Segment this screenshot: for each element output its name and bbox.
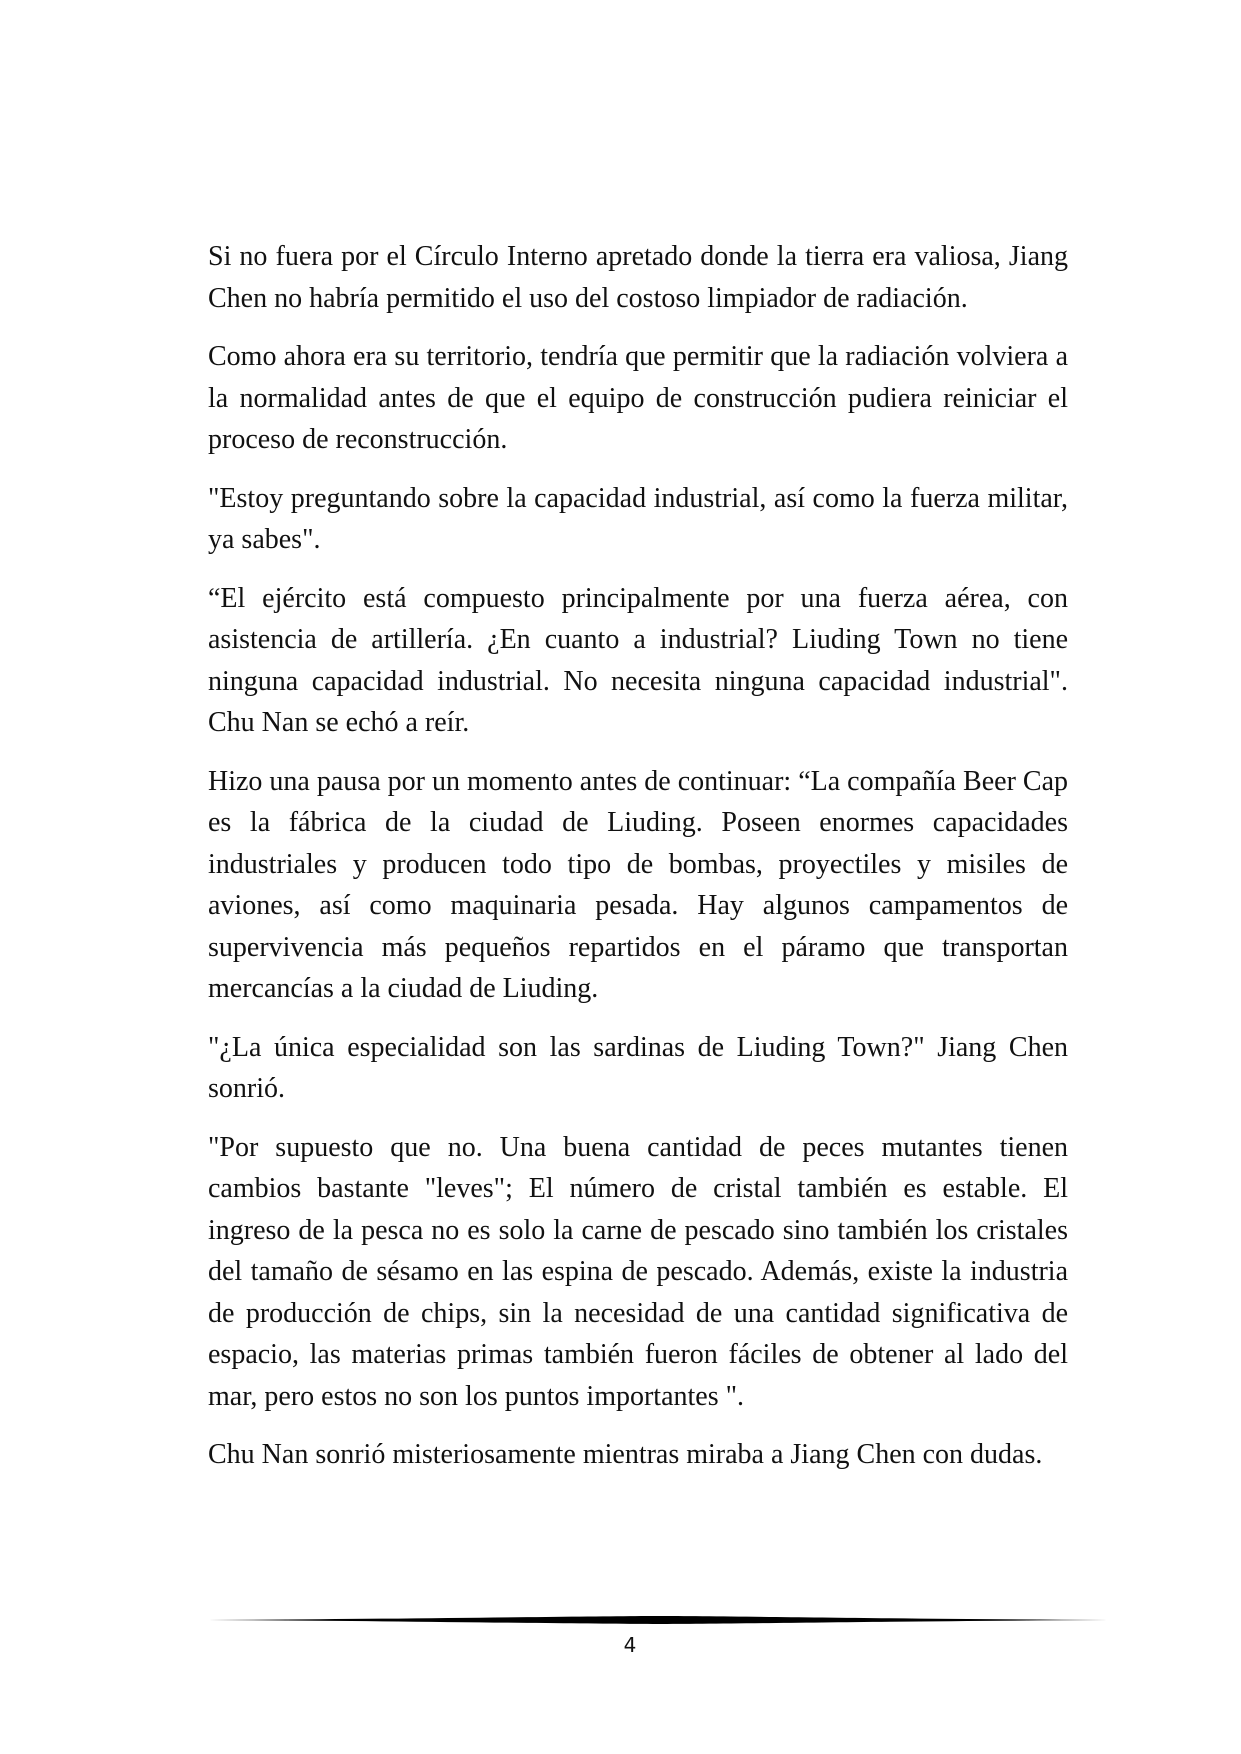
paragraph-4: “El ejército está compuesto principalmente por una fuerza aérea, con asistencia de artillería. ¿En cuanto a industrial? Liuding Town no tiene ninguna capacidad industrial. No necesita ninguna capacidad industrial". Chu Nan se echó a reír. [208,582,1068,738]
footer-divider [208,1615,1108,1625]
paragraph-3: "Estoy preguntando sobre la capacidad industrial, así como la fuerza militar, ya sabes". [208,482,1068,555]
page-number: 4 [623,1633,637,1657]
paragraph-8: Chu Nan sonrió misteriosamente mientras miraba a Jiang Chen con dudas. [208,1439,1043,1470]
paragraph-6: "¿La única especialidad son las sardinas de Liuding Town?" Jiang Chen sonrió. [208,1031,1068,1104]
body-text [208,236,1068,1493]
paragraph-7: "Por supuesto que no. Una buena cantidad de peces mutantes tienen cambios bastante "leves"; El número de cristal también es estable. El ingreso de la pesca no es solo la carne de pescado sino también los cristales del tamaño de sésamo en las espina de pescado. Además, existe la industria de producción de chips, sin la necesidad de una cantidad significativa de espacio, las materias primas también fueron fáciles de obtener al lado del mar, pero estos no son los puntos importantes ". [208,1131,1068,1412]
paragraph-1: Si no fuera por el Círculo Interno apretado donde la tierra era valiosa, Jiang Chen no habría permitido el uso del costoso limpiador de radiación. [208,241,1068,314]
paragraph-2: Como ahora era su territorio, tendría que permitir que la radiación volviera a la normalidad antes de que el equipo de construcción pudiera reiniciar el proceso de reconstrucción. [208,341,1068,455]
paragraph-5: Hizo una pausa por un momento antes de continuar: “La compañía Beer Cap es la fábrica de la ciudad de Liuding. Poseen enormes capacidades industriales y producen todo tipo de bombas, proyectiles y misiles de aviones, así como maquinaria pesada. Hay algunos campamentos de supervivencia más pequeños repartidos en el páramo que transportan mercancías a la ciudad de Liuding. [208,765,1068,1004]
